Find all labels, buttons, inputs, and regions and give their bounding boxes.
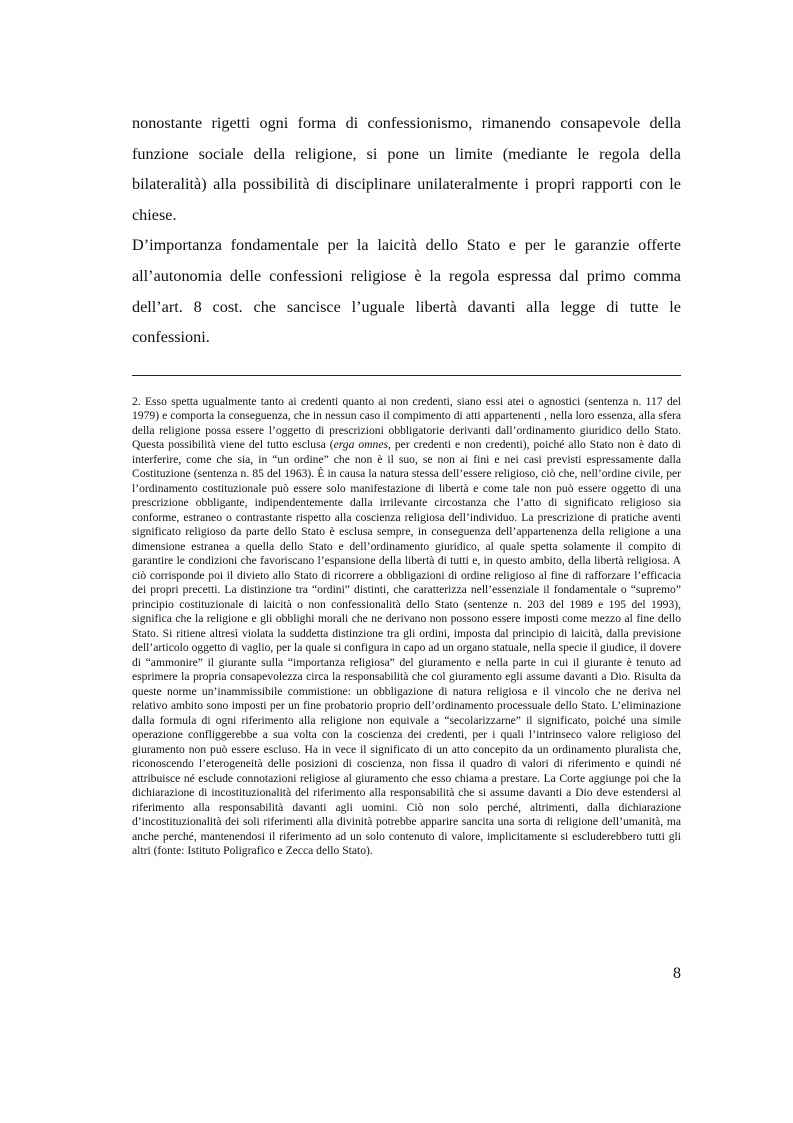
footnote-paragraph xyxy=(132,395,681,859)
document-page xyxy=(132,108,681,859)
footnote-text-part-2: , per credenti e non credenti), poiché allo Stato non è dato di interferire, come che sia, in “un ordine” che non è il suo, se non ai fini e nei casi previsti espressamente dalla Costituzione (sentenza n. 85 del 1963). È in causa la natura stessa dell’essere religioso, ciò che, nell’ordine civile, per l’ordinamento costituzionale può essere solo manifestazione di libertà e come tale non può essere oggetto di una prescrizione obbligante, indipendentemente dalla irrilevante circostanza che l’atto di significato religioso sia conforme, estraneo o contrastante rispetto alla coscienza religiosa dell’individuo. La prescrizione di pratiche aventi significato religioso da parte dello Stato è esclusa sempre, in conseguenza dell’appartenenza della religione a una dimensione estranea a quella dello Stato e dell’ordinamento giuridico, al quale spetta solamente il compito di garantire le condizioni che favoriscano l’espansione della libertà di tutti e, in questo ambito, della libertà religiosa. A ciò corrisponde poi il divieto allo Stato di ricorrere a obbligazioni di ordine religioso al fine di rafforzare l’efficacia dei propri precetti. La distinzione tra “ordini” distinti, che caratterizza nell’essenziale il fondamentale o “supremo” principio costituzionale di laicità o non confessionalità dello Stato (sentenze n. 203 del 1989 e 195 del 1993), significa che la religione e gli obblighi morali che ne derivano non possono essere imposti come mezzo al fine dello Stato. Si ritiene altresì violata la suddetta distinzione tra gli ordini, imposta dal principio di laicità, dalla previsione dell’articolo oggetto di vaglio, per la quale si configura in capo ad un organo statuale, nella specie il giudice, il dovere di “ammonire” il giurante sulla “importanza religiosa” del giuramento e nella parte in cui il giurante è tenuto ad esprimere la propria consapevolezza circa la responsabilità che col giuramento egli assume davanti a Dio. Risulta da queste norme un’inammissibile commistione: un obbligazione di natura religiosa e il vincolo che ne deriva nel relativo ambito sono imposti per un fine probatorio proprio dell’ordinamento processuale dello Stato. L’eliminazione dalla formula di ogni riferimento alla religione non equivale a “secolarizzarne” il significato, poiché una simile operazione confliggerebbe a sua volta con la coscienza dei credenti, per i quali l’intrinseco valore religioso del giuramento non può essere escluso. Ha in vece il significato di un atto concepito da un ordinamento pluralista che, riconoscendo l’eterogeneità delle posizioni di coscienza, non fissa il quadro di valori di riferimento e quindi né attribuisce né esclude connotazioni religiose al giuramento che esso chiama a prestare. La Corte aggiunge poi che la dichiarazione di incostituzionalità del riferimento alla responsabilità che si assume davanti a Dio deve estendersi al riferimento alla responsabilità davanti agli uomini. Ciò non solo perché, altrimenti, dalla dichiarazione d’incostituzionalità dei soli riferimenti alla divinità potrebbe apparire sancita una sorta di religione dell’umanità, ma anche perché, mantenendosi il riferimento ad un solo contenuto di valore, implicitamente si escluderebbero tutti gli altri (fonte: Istituto Poligrafico e Zecca dello Stato). xyxy=(132,438,681,858)
footnote-text-part-1: 2. Esso spetta ugualmente tanto ai credenti quanto ai non credenti, siano essi atei o agnostici (sentenza n. 117 del 1979) e comporta la conseguenza, che in nessun caso il compimento di atti appartenenti , nella loro essenza, alla sfera della religione possa essere l’oggetto di prescrizioni obbligatorie derivanti dall’ordinamento giuridico dello Stato. Questa possibilità viene del tutto esclusa ( xyxy=(132,394,681,452)
main-text xyxy=(132,108,681,353)
footnote-italic-term: erga omnes xyxy=(333,438,388,452)
body-paragraph-2: D’importanza fondamentale per la laicità dello Stato e per le garanzie offerte all’autonomia delle confessioni religiose è la regola espressa dal primo comma dell’art. 8 cost. che sancisce l’uguale libertà davanti alla legge di tutte le confessioni. xyxy=(132,236,681,347)
body-paragraph-1: nonostante rigetti ogni forma di confessionismo, rimanendo consapevole della funzione sociale della religione, si pone un limite (mediante le regola della bilateralità) alla possibilità di disciplinare unilateralmente i propri rapporti con le chiese. xyxy=(132,114,681,224)
footnote-separator xyxy=(132,375,681,376)
page-number: 8 xyxy=(673,965,681,982)
footnote xyxy=(132,395,681,859)
